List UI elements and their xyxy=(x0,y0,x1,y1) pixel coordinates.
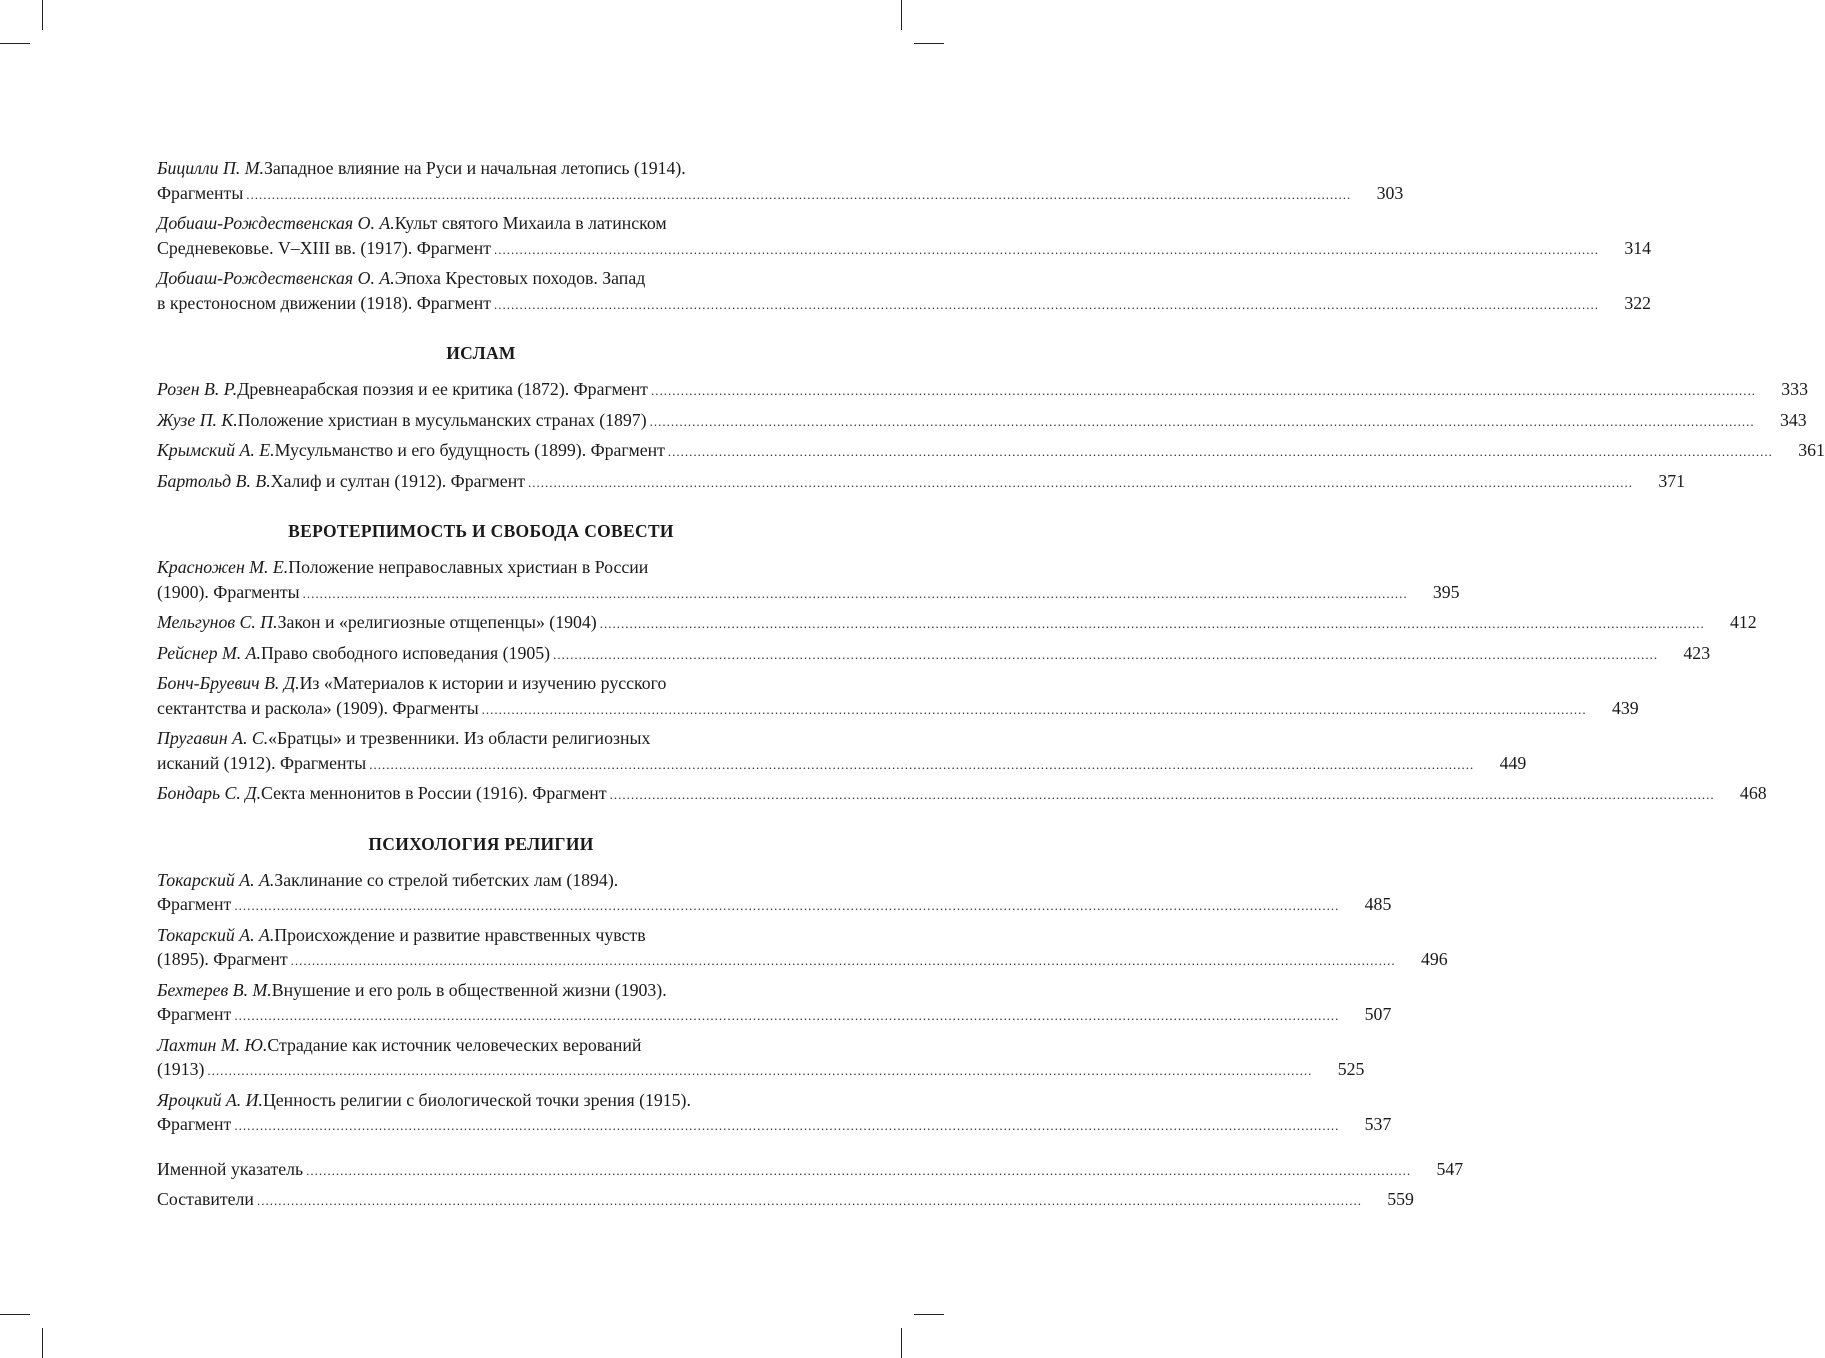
entry-line xyxy=(157,868,805,893)
page-number: 314 xyxy=(1624,237,1652,258)
entry-line xyxy=(157,641,1711,668)
crop-mark-bottom-right xyxy=(901,1328,902,1358)
entry-line xyxy=(157,211,805,236)
entry-line xyxy=(157,1088,805,1113)
entry-line xyxy=(157,469,1685,496)
entry-line xyxy=(157,266,805,291)
entry-author: Бонч-Бруевич В. Д. xyxy=(157,673,300,693)
dot-leader: .................................................................................................................................................................................................................................................................... xyxy=(234,898,1340,913)
entry-title: Страдание как источник человеческих верований xyxy=(267,1034,642,1055)
dot-leader: .................................................................................................................................................................................................................................................................... xyxy=(527,474,1633,490)
entry-title: Фрагмент xyxy=(157,894,232,914)
toc-entry[interactable] xyxy=(157,726,1527,777)
entry-title: Право свободного исповедания (1905) xyxy=(260,642,551,663)
toc-entry[interactable] xyxy=(157,781,1767,808)
entry-line xyxy=(157,610,1757,637)
toc-entry-back-matter[interactable] xyxy=(157,1187,1414,1214)
entry-line xyxy=(157,408,1807,435)
dot-leader: .................................................................................................................................................................................................................................................................... xyxy=(207,1063,1313,1078)
page-number: 485 xyxy=(1364,894,1392,914)
section-title: ПСИХОЛОГИЯ РЕЛИГИИ xyxy=(368,833,594,854)
toc-entry[interactable] xyxy=(157,555,1460,606)
entry-line xyxy=(157,1112,1392,1139)
dot-leader: .................................................................................................................................................................................................................................................................... xyxy=(609,787,1715,802)
entry-author: Бицилли П. М. xyxy=(157,158,264,178)
page-number: 371 xyxy=(1658,470,1685,491)
crop-mark-bottom-left xyxy=(42,1328,43,1358)
crop-mark-top-right-h xyxy=(914,43,944,44)
entry-title: Халиф и султан (1912). Фрагмент xyxy=(270,470,525,491)
dot-leader: .................................................................................................................................................................................................................................................................... xyxy=(302,585,1408,601)
entry-title: (1900). Фрагменты xyxy=(157,581,300,602)
entry-title: Из «Материалов к истории и изучению русского xyxy=(299,673,667,693)
entry-title: «Братцы» и трезвенники. Из области религиозных xyxy=(268,728,651,748)
toc-entry[interactable] xyxy=(157,1033,1365,1084)
entry-title: Мусульманство и его будущность (1899). Фрагмент xyxy=(274,440,665,460)
dot-leader: .................................................................................................................................................................................................................................................................... xyxy=(246,186,1352,202)
entry-line xyxy=(157,978,805,1003)
entry-author: Добиаш-Рождественская О. А. xyxy=(157,268,395,288)
entry-author: Яроцкий А. И. xyxy=(157,1089,263,1110)
dot-leader: .................................................................................................................................................................................................................................................................... xyxy=(599,616,1705,631)
entry-title: Секта меннонитов в России (1916). Фрагмент xyxy=(261,783,607,803)
toc-entry[interactable] xyxy=(157,408,1807,435)
entry-title: Заклинание со стрелой тибетских лам (1894). xyxy=(274,869,619,890)
entry-author: Жузе П. К. xyxy=(157,409,238,430)
toc-entry[interactable] xyxy=(157,641,1711,668)
page-number: 507 xyxy=(1364,1004,1392,1024)
entry-line xyxy=(157,1187,1414,1214)
page-number: 496 xyxy=(1420,949,1448,969)
entry-title: Именной указатель xyxy=(157,1158,304,1179)
entry-title: Ценность религии с биологической точки зрения (1915). xyxy=(262,1089,691,1110)
dot-leader: .................................................................................................................................................................................................................................................................... xyxy=(553,646,1659,662)
toc-entry[interactable] xyxy=(157,610,1757,637)
entry-title: Средневековье. V–XIII вв. (1917). Фрагмент xyxy=(157,237,492,258)
entry-author: Рейснер М. А. xyxy=(157,642,261,663)
entry-title: Древнеарабская поэзия и ее критика (1872). Фрагмент xyxy=(237,379,648,399)
table-of-contents xyxy=(157,156,1825,1218)
toc-entry[interactable] xyxy=(157,978,1392,1029)
dot-leader: .................................................................................................................................................................................................................................................................... xyxy=(667,444,1773,459)
entry-line xyxy=(157,291,1652,318)
entry-author: Мельгунов С. П. xyxy=(157,612,278,632)
dot-leader: .................................................................................................................................................................................................................................................................... xyxy=(481,701,1587,717)
page-number: 343 xyxy=(1779,409,1807,430)
entry-line xyxy=(157,892,1392,919)
entry-author: Бондарь С. Д. xyxy=(157,783,262,803)
page-number: 423 xyxy=(1683,642,1711,663)
entry-line xyxy=(157,156,805,181)
entry-author: Красножен М. Е. xyxy=(157,557,289,577)
entry-title: Положение христиан в мусульманских странах (1897) xyxy=(237,409,647,430)
entry-title: исканий (1912). Фрагменты xyxy=(157,752,367,773)
crop-mark-bottom-left-h xyxy=(0,1314,30,1315)
entry-line xyxy=(157,438,1825,465)
page-number: 395 xyxy=(1432,581,1460,602)
toc-entry[interactable] xyxy=(157,671,1639,722)
entry-line xyxy=(157,1057,1365,1084)
dot-leader: .................................................................................................................................................................................................................................................................... xyxy=(369,756,1475,772)
toc-entry[interactable] xyxy=(157,377,1808,404)
crop-mark-top-left-h xyxy=(0,43,30,44)
dot-leader: .................................................................................................................................................................................................................................................................... xyxy=(494,241,1600,257)
toc-entry[interactable] xyxy=(157,438,1825,465)
entry-author: Розен В. Р. xyxy=(157,379,238,399)
toc-entry[interactable] xyxy=(157,211,1652,262)
entry-line xyxy=(157,726,805,751)
entry-title: Западное влияние на Руси и начальная летопись (1914). xyxy=(264,158,686,178)
entry-line xyxy=(157,781,1767,808)
entry-author: Бехтерев В. М. xyxy=(157,979,272,1000)
page-number: 547 xyxy=(1436,1158,1464,1179)
entry-author: Лахтин М. Ю. xyxy=(157,1034,268,1055)
entry-title: Составители xyxy=(157,1189,254,1209)
dot-leader: .................................................................................................................................................................................................................................................................... xyxy=(234,1008,1340,1023)
entry-title: Фрагменты xyxy=(157,182,244,203)
toc-entry[interactable] xyxy=(157,266,1652,317)
entry-title: в крестоносном движении (1918). Фрагмент xyxy=(157,292,492,313)
entry-author: Крымский А. Е. xyxy=(157,440,275,460)
entry-author: Токарский А. А. xyxy=(157,924,275,945)
entry-author: Бартольд В. В. xyxy=(157,470,271,491)
crop-mark-top-right xyxy=(901,0,902,30)
page-number: 412 xyxy=(1730,612,1757,632)
dot-leader: .................................................................................................................................................................................................................................................................... xyxy=(234,1118,1340,1133)
entry-line xyxy=(157,1157,1464,1184)
entry-title: Фрагмент xyxy=(157,1004,232,1024)
dot-leader: .................................................................................................................................................................................................................................................................... xyxy=(649,413,1755,429)
entry-line xyxy=(157,377,1808,404)
page-number: 525 xyxy=(1337,1059,1365,1079)
dot-leader: .................................................................................................................................................................................................................................................................... xyxy=(650,383,1756,398)
page-number: 559 xyxy=(1387,1189,1414,1209)
entry-title: сектантства и раскола» (1909). Фрагменты xyxy=(157,697,479,718)
entry-line xyxy=(157,1002,1392,1029)
page-number: 468 xyxy=(1739,783,1767,803)
toc-entry[interactable] xyxy=(157,868,1392,919)
crop-mark-top-left xyxy=(42,0,43,30)
entry-title: Эпоха Крестовых походов. Запад xyxy=(394,268,646,288)
entry-title: (1895). Фрагмент xyxy=(157,949,288,969)
back-matter-spacer xyxy=(157,1143,805,1157)
dot-leader: .................................................................................................................................................................................................................................................................... xyxy=(306,1162,1412,1178)
entry-title: Закон и «религиозные отщепенцы» (1904) xyxy=(277,612,597,632)
entry-line xyxy=(157,947,1448,974)
page-number: 303 xyxy=(1376,182,1404,203)
entry-author: Токарский А. А. xyxy=(157,869,275,890)
section-title: ИСЛАМ xyxy=(446,343,516,363)
page-number: 333 xyxy=(1781,379,1808,399)
page-number: 449 xyxy=(1499,752,1527,773)
entry-line xyxy=(157,181,1404,208)
toc-entry-back-matter[interactable] xyxy=(157,1157,1464,1184)
page-number: 361 xyxy=(1798,440,1825,460)
entry-line xyxy=(157,580,1460,607)
entry-line xyxy=(157,555,805,580)
entry-line xyxy=(157,696,1639,723)
entry-author: Пругавин А. С. xyxy=(157,728,269,748)
page-number: 439 xyxy=(1611,697,1639,718)
section-title: ВЕРОТЕРПИМОСТЬ И СВОБОДА СОВЕСТИ xyxy=(288,521,674,541)
entry-title: Внушение и его роль в общественной жизни (1903). xyxy=(271,979,667,1000)
entry-line xyxy=(157,236,1652,263)
entry-title: Культ святого Михаила в латинском xyxy=(394,213,667,233)
toc-entry[interactable] xyxy=(157,156,1404,207)
crop-mark-bottom-right-h xyxy=(914,1314,944,1315)
dot-leader: .................................................................................................................................................................................................................................................................... xyxy=(494,296,1600,312)
entry-line xyxy=(157,1033,805,1058)
entry-title: Фрагмент xyxy=(157,1114,232,1134)
entry-line xyxy=(157,671,805,696)
toc-entry[interactable] xyxy=(157,1088,1392,1139)
page-number: 537 xyxy=(1364,1114,1392,1134)
entry-line xyxy=(157,923,805,948)
entry-line xyxy=(157,751,1527,778)
entry-title: Положение неправославных христиан в России xyxy=(288,557,649,577)
entry-title: Происхождение и развитие нравственных чувств xyxy=(274,924,646,945)
dot-leader: .................................................................................................................................................................................................................................................................... xyxy=(290,953,1396,968)
entry-title: (1913) xyxy=(157,1059,205,1079)
dot-leader: .................................................................................................................................................................................................................................................................... xyxy=(256,1193,1362,1208)
toc-entry[interactable] xyxy=(157,923,1448,974)
toc-entry[interactable] xyxy=(157,469,1685,496)
page-number: 322 xyxy=(1624,292,1652,313)
entry-author: Добиаш-Рождественская О. А. xyxy=(157,213,395,233)
